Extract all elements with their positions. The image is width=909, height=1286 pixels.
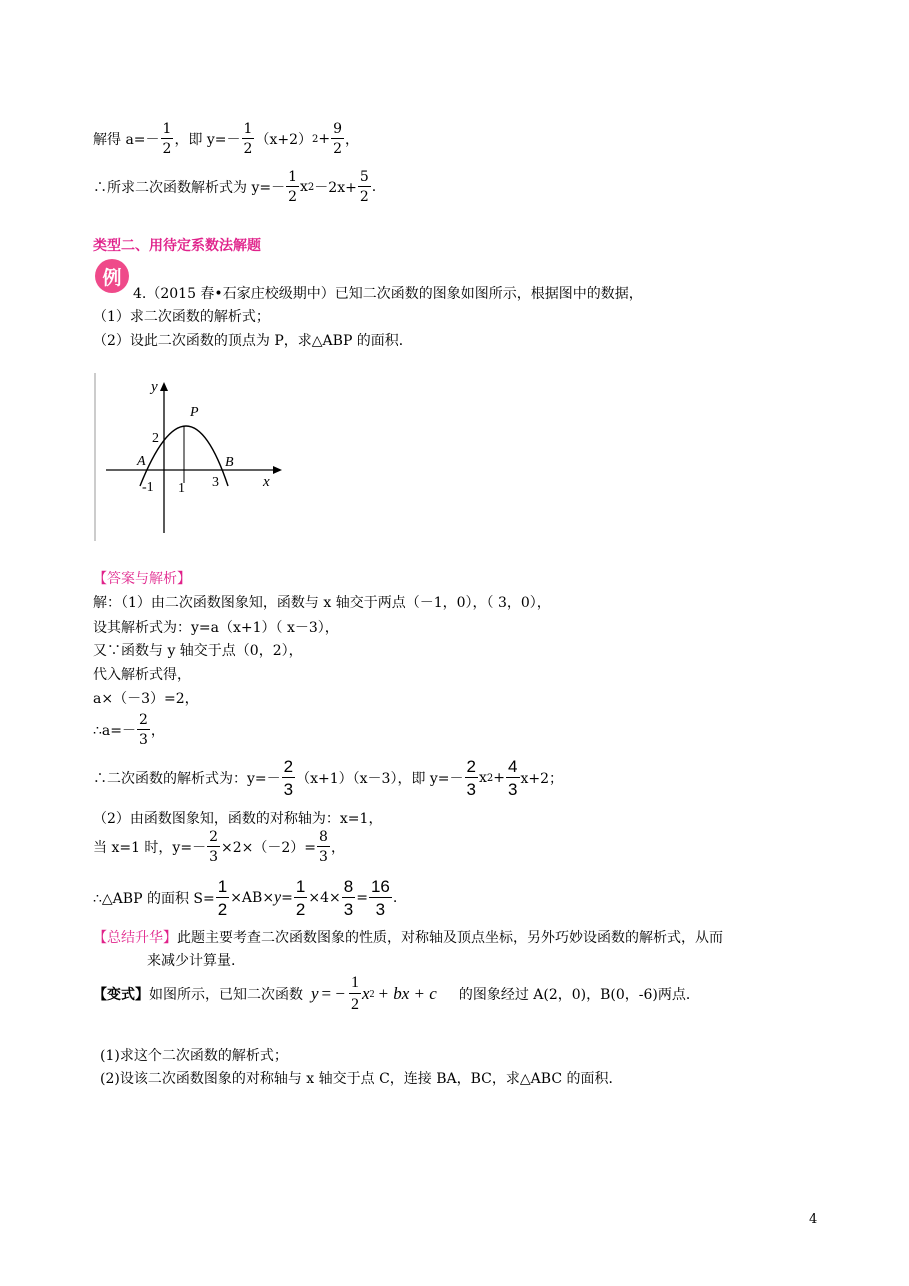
tick-label-neg1: -1: [142, 480, 154, 495]
solution-line-b: ∴所求二次函数解析式为 y=－ $\frac{1}{2}$ x 2 －2x+ $\frac{5}{2}$ .: [93, 169, 377, 205]
problem-stem: 4.（2015 春•石家庄校级期中）已知二次函数的图象如图所示，根据图中的数据，: [133, 286, 643, 302]
variant-tag: 【变式】: [93, 987, 149, 1003]
fraction: $\frac{5}{2}$: [359, 169, 369, 205]
point-b-label: B: [225, 455, 234, 470]
fraction: $\frac{16}{3}$: [370, 877, 390, 919]
solution-line-a: 解得 a=－ $\frac{1}{2}$ ，即 y=－ $\frac{1}{2}$ （x+2） 2 + $\frac{9}{2}$ ，: [93, 121, 360, 157]
fraction: $\frac{2}{3}$: [138, 712, 148, 748]
answer-line-9: 当 x=1 时，y=－ $\frac{2}{3}$ ×2×（－2）= $\frac{8}{3}$ ，: [93, 829, 345, 865]
page-number: 4: [809, 1212, 818, 1227]
tick-label-1: 1: [178, 481, 185, 496]
answer-line-8: （2）由函数图象知，函数的对称轴为：x=1，: [93, 811, 383, 827]
example-badge-icon: 例: [95, 259, 129, 293]
point-p-label: P: [190, 405, 199, 420]
summary-line-2: 来减少计算量.: [147, 953, 236, 969]
answer-line-4: 代入解析式得，: [93, 667, 191, 683]
variant-q1: (1)求这个二次函数的解析式；: [100, 1048, 288, 1064]
fraction: $\frac{1}{2}$: [162, 121, 172, 157]
answer-line-10: ∴△ABP 的面积 S= $\frac{1}{2}$ ×AB× y = $\frac{1}{2}$ ×4× $\frac{8}{3}$ = $\frac{16}{3}$ .: [93, 877, 398, 919]
problem-q1: （1）求二次函数的解析式；: [93, 309, 270, 325]
answer-line-7: ∴二次函数的解析式为：y=－ $\frac{2}{3}$ （x+1）（x－3），即 y=－ $\frac{2}{3}$ x 2 + $\frac{4}{3}$ x+2；: [93, 757, 564, 799]
y-axis-label: y: [151, 379, 158, 395]
section-title: 类型二、用待定系数法解题: [93, 238, 261, 254]
answer-tag: 【答案与解析】: [93, 571, 191, 587]
answer-line-1: 解：（1）由二次函数图象知，函数与 x 轴交于两点（－1，0），（ 3，0），: [93, 595, 551, 611]
variant-formula: y = − $\frac{1}{2}$ x 2 + bx + c: [311, 974, 437, 1013]
variant-line: 【变式】 如图所示，已知二次函数 y = − $\frac{1}{2}$ x 2 + bx + c 的图象经过 A(2，0)，B(0，-6)两点．: [93, 974, 700, 1013]
variant-q2: (2)设该二次函数图象的对称轴与 x 轴交于点 C，连接 BA，BC，求△ABC 的面积．: [100, 1071, 623, 1087]
fraction: $\frac{8}{3}$: [319, 829, 328, 865]
answer-line-5: a×（－3）=2，: [93, 691, 199, 707]
answer-line-3: 又∵函数与 y 轴交于点（0，2），: [93, 643, 303, 659]
fraction: $\frac{1}{2}$: [217, 877, 228, 919]
tick-label-2: 2: [152, 431, 159, 446]
fraction: $\frac{2}{3}$: [466, 757, 477, 799]
tick-label-3: 3: [212, 475, 219, 490]
answer-line-2: 设其解析式为：y=a（x+1）（ x－3），: [93, 620, 339, 636]
summary-tag: 【总结升华】: [93, 930, 177, 946]
x-axis-label: x: [263, 474, 270, 490]
parabola-figure: [92, 373, 292, 543]
fraction: $\frac{1}{2}$: [295, 877, 306, 919]
fraction: $\frac{1}{2}$: [288, 169, 298, 205]
point-a-label: A: [137, 454, 146, 469]
fraction: $\frac{2}{3}$: [283, 757, 294, 799]
summary-line-1: 【总结升华】此题主要考查二次函数图象的性质，对称轴及顶点坐标，另外巧妙设函数的解析式，从而: [93, 930, 723, 946]
fraction: $\frac{1}{2}$: [243, 121, 253, 157]
fraction: $\frac{4}{3}$: [508, 757, 518, 799]
fraction: $\frac{9}{2}$: [333, 121, 343, 157]
fraction: $\frac{8}{3}$: [343, 877, 354, 919]
answer-line-6: ∴a=－ $\frac{2}{3}$ ，: [93, 712, 165, 748]
fraction: $\frac{2}{3}$: [209, 829, 218, 865]
problem-q2: （2）设此二次函数的顶点为 P，求△ABP 的面积．: [93, 333, 413, 349]
fraction: $\frac{1}{2}$: [350, 974, 359, 1013]
